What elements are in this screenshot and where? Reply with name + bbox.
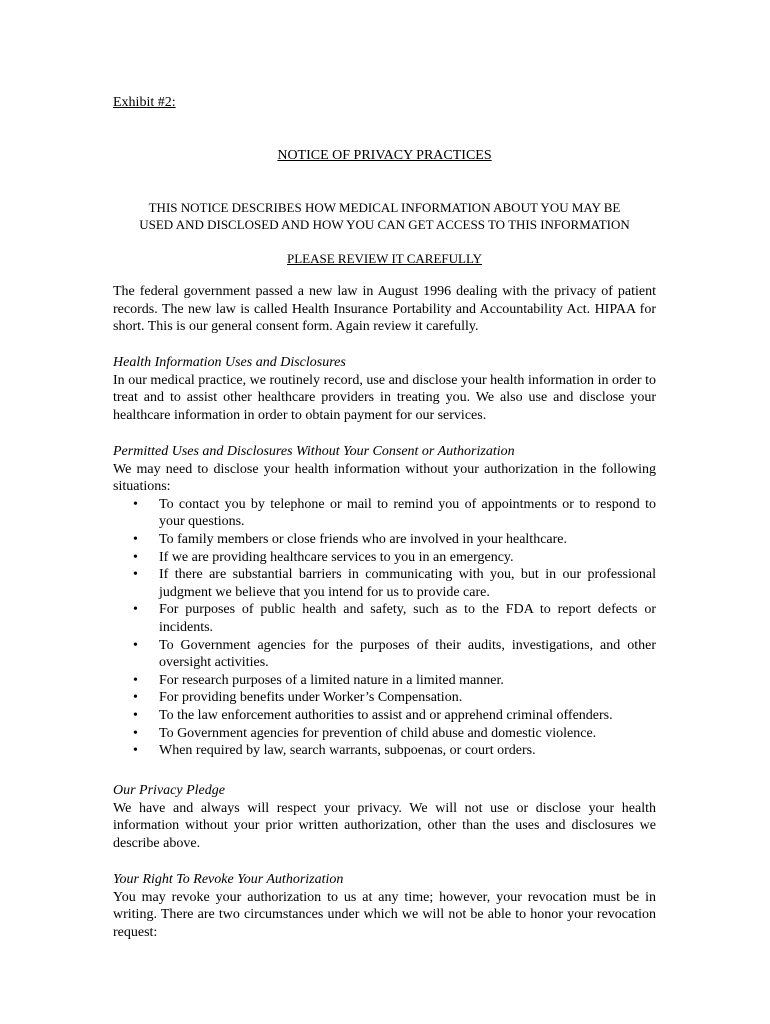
revoke-body: You may revoke your authorization to us at any time; however, your revocation must be in writing. There are two circumstances under which we will not be able to honor your revocation request: bbox=[113, 889, 656, 940]
list-item: • To family members or close friends who are involved in your healthcare. bbox=[113, 531, 656, 549]
notice-subtitle bbox=[113, 200, 656, 233]
list-item: • To the law enforcement authorities to assist and or apprehend criminal offenders. bbox=[113, 707, 656, 725]
list-item: • If we are providing healthcare services to you in an emergency. bbox=[113, 549, 656, 567]
uses-heading: Health Information Uses and Disclosures bbox=[113, 355, 346, 370]
list-item: • To contact you by telephone or mail to remind you of appointments or to respond to your questions. bbox=[113, 496, 656, 531]
permitted-body: We may need to disclose your health information without your authorization in the following situations: bbox=[113, 461, 656, 495]
pledge-body: We have and always will respect your privacy. We will not use or disclose your health information without your prior written authorization, other than the uses and disclosures we describe above. bbox=[113, 800, 656, 851]
list-item: • To Government agencies for the purposes of their audits, investigations, and other oversight activities. bbox=[113, 637, 656, 672]
revoke-section bbox=[113, 871, 656, 941]
permitted-section bbox=[113, 443, 656, 760]
subtitle-line-1: THIS NOTICE DESCRIBES HOW MEDICAL INFORMATION ABOUT YOU MAY BE bbox=[148, 200, 621, 215]
pledge-section bbox=[113, 782, 656, 852]
list-item: • When required by law, search warrants, subpoenas, or court orders. bbox=[113, 742, 656, 760]
page-title: NOTICE OF PRIVACY PRACTICES bbox=[277, 148, 492, 163]
permitted-list bbox=[113, 496, 656, 760]
exhibit-label: Exhibit #2: bbox=[113, 95, 176, 110]
list-item: • For providing benefits under Worker’s Compensation. bbox=[113, 689, 656, 707]
intro-text: The federal government passed a new law in August 1996 dealing with the privacy of patient records. The new law is called Health Insurance Portability and Accountability Act. HIPAA for short. This is our general consent form. Again review it carefully. bbox=[113, 284, 656, 335]
pledge-heading: Our Privacy Pledge bbox=[113, 783, 225, 798]
list-item: • For research purposes of a limited nature in a limited manner. bbox=[113, 672, 656, 690]
uses-section bbox=[113, 354, 656, 424]
revoke-heading: Your Right To Revoke Your Authorization bbox=[113, 872, 344, 887]
list-item: • If there are substantial barriers in communicating with you, but in our professional judgment we believe that you intend for us to provide care. bbox=[113, 566, 656, 601]
intro-paragraph bbox=[113, 283, 656, 336]
review-notice: PLEASE REVIEW IT CAREFULLY bbox=[286, 251, 483, 266]
list-item: • For purposes of public health and safety, such as to the FDA to report defects or incidents. bbox=[113, 601, 656, 636]
uses-body: In our medical practice, we routinely record, use and disclose your health information in order to treat and to assist other healthcare providers in treating you. We also use and disclose your healthcare information in order to obtain payment for our services. bbox=[113, 372, 656, 423]
subtitle-line-2: USED AND DISCLOSED AND HOW YOU CAN GET ACCESS TO THIS INFORMATION bbox=[139, 216, 630, 232]
list-item: • To Government agencies for prevention of child abuse and domestic violence. bbox=[113, 725, 656, 743]
permitted-heading: Permitted Uses and Disclosures Without Your Consent or Authorization bbox=[113, 444, 515, 459]
